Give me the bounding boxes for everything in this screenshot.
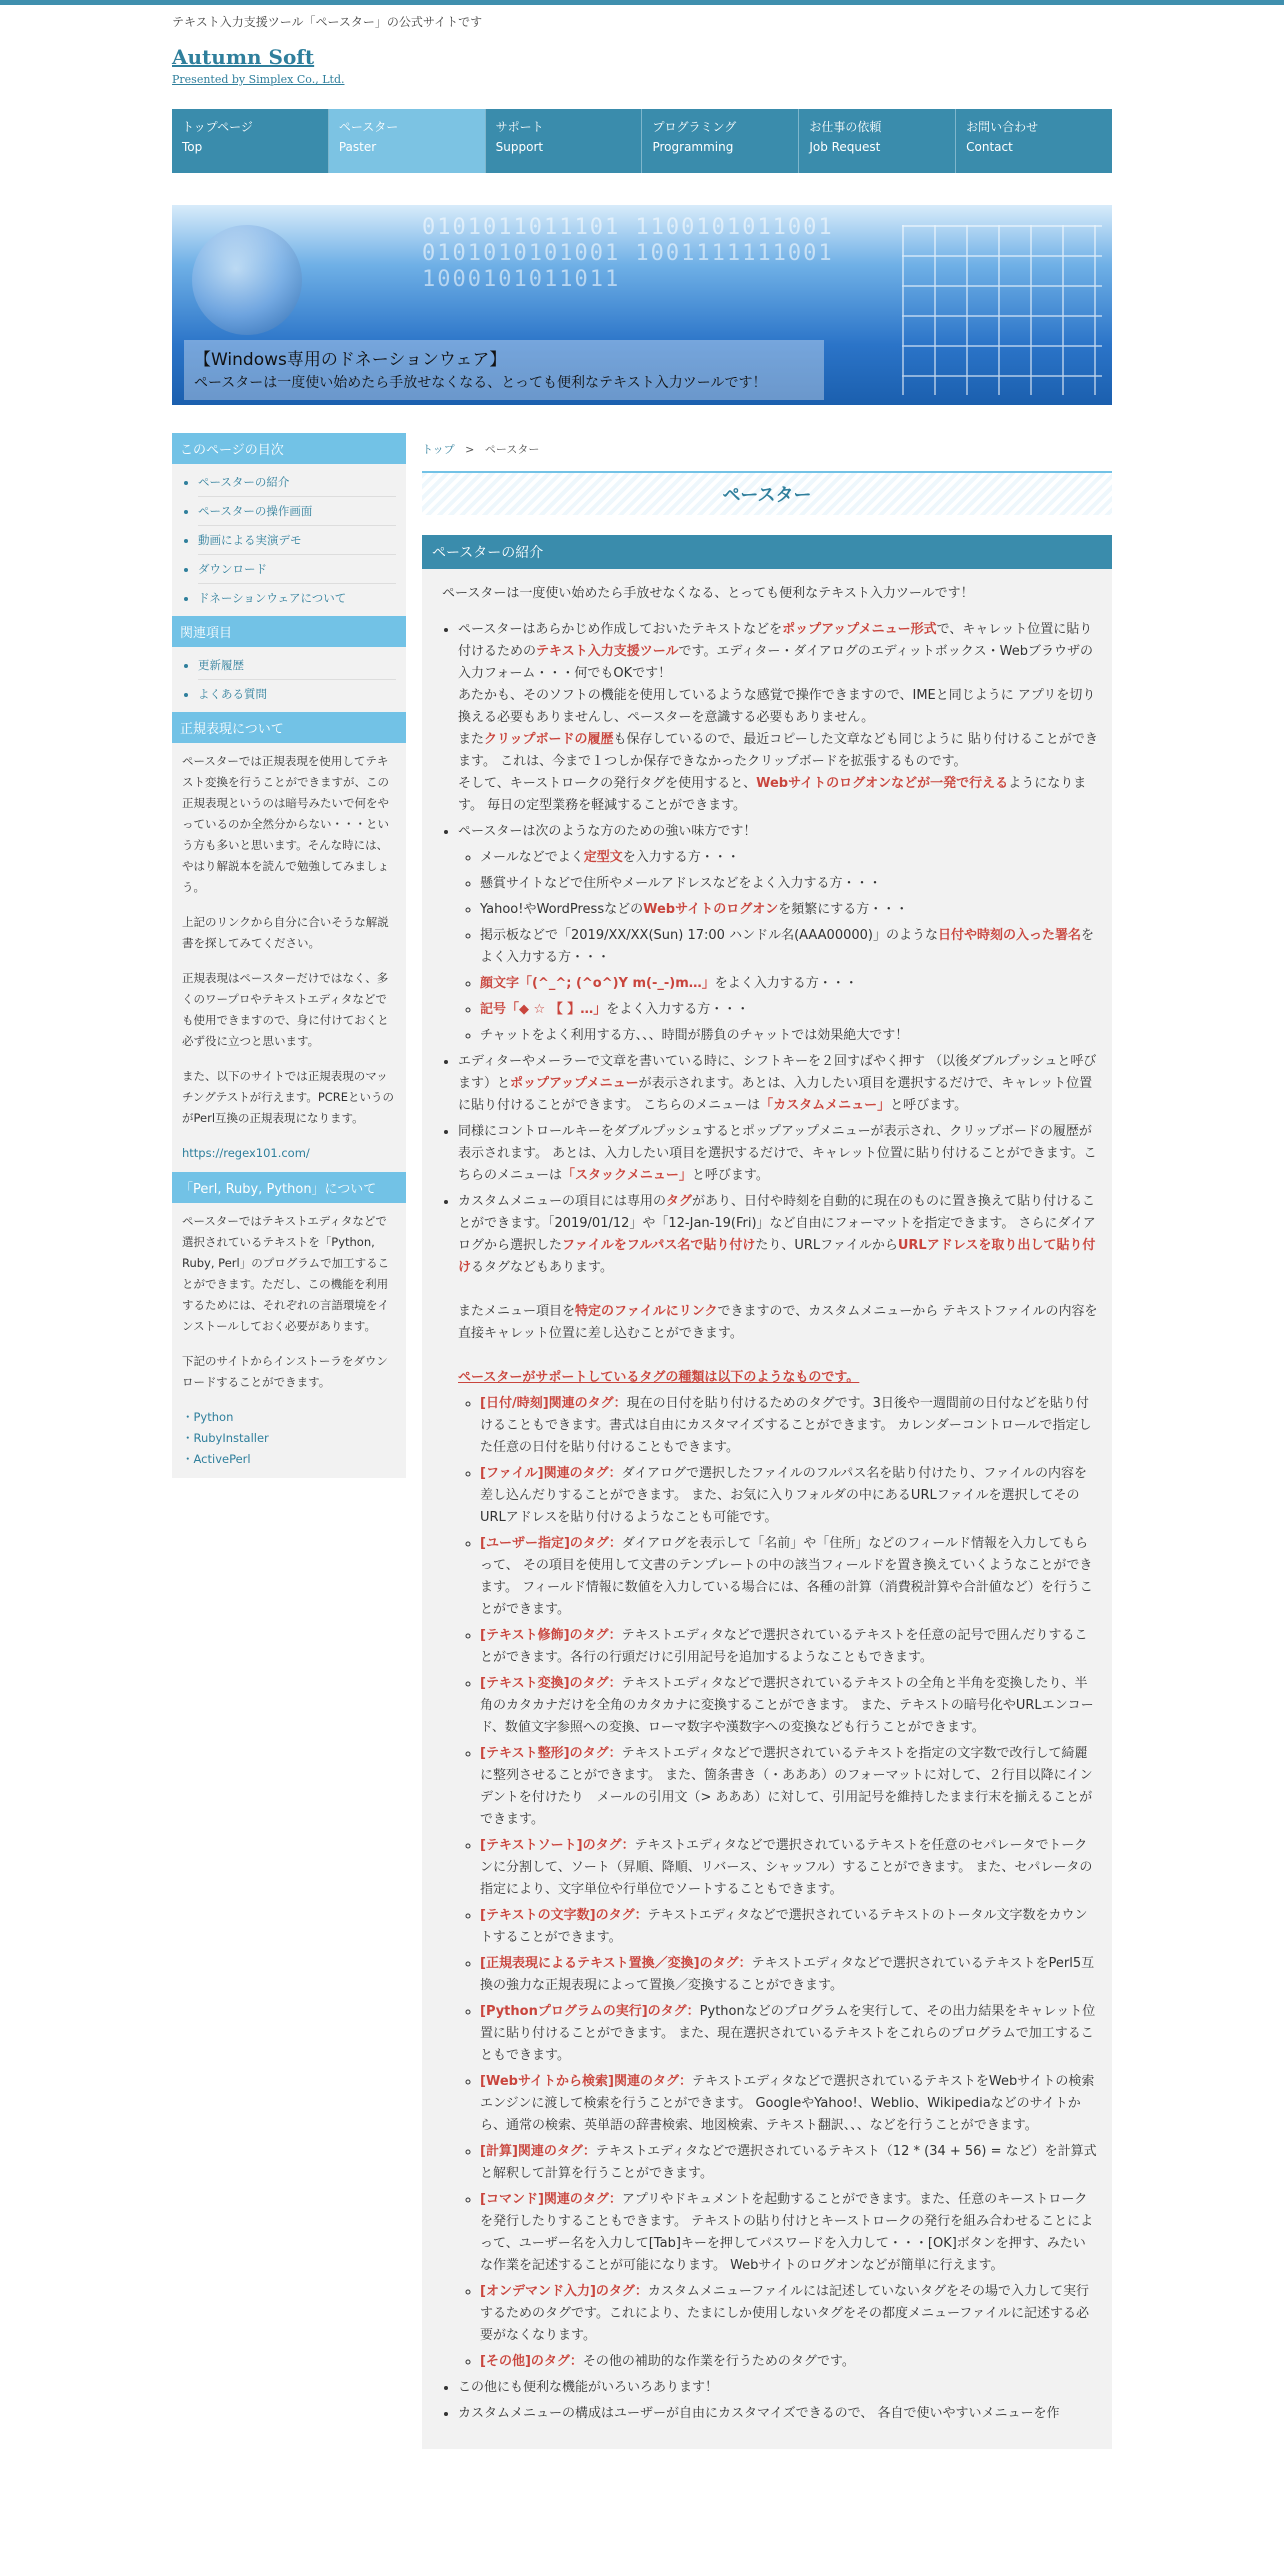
tag-description: ダイアログを表示して「名前」や「住所」などのフィールド情報を入力してもらって、 その項目を使用して文書のテンプレートの中の該当フィールドを置き換えていくようなことができます。 フィールド情報に数値を入力している場合には、各種の計算（消費税計算や合計値など）を行うことができます。 — [480, 1536, 1093, 1617]
regex-text — [172, 743, 406, 1172]
breadcrumb-top-link[interactable]: トップ — [422, 443, 455, 456]
nav-job-en: Job Request — [809, 140, 881, 154]
nav-job-request[interactable] — [799, 109, 956, 173]
tag-name: [テキスト変換]のタグ： — [480, 1676, 622, 1691]
text: をよく入力する方・・・ — [606, 1002, 750, 1017]
text: ようになります。 毎日の定型業務を軽減することができます。 — [458, 776, 1087, 813]
page-title: ペースター — [422, 471, 1112, 515]
list-item — [458, 1191, 1098, 2373]
tag-item — [480, 1393, 1098, 1459]
page-wrapper — [172, 5, 1112, 2421]
breadcrumb-separator: > — [465, 443, 475, 456]
presented-by-link[interactable]: Presented by Simplex Co., Ltd. — [172, 73, 345, 86]
tag-description: テキストエディタなどで選択されているテキストを任意のセパレータでトークンに分割して、ソート（昇順、降順、リバース、シャッフル）することができます。 また、セパレータの指定により、文字単位や行単位でソートすることもできます。 — [480, 1838, 1093, 1897]
highlight: ファイルをフルパス名で貼り付け — [562, 1238, 756, 1253]
sidebar — [172, 433, 406, 1478]
nav-top[interactable] — [172, 109, 329, 173]
text: 同様にコントロールキーをダブルプッシュするとポップアップメニューが表示され、クリップボードの履歴が表示されます。 あとは、入力したい項目を選択するだけで、キャレット位置に貼り付けることができます。こちらのメニューは — [458, 1124, 1097, 1183]
highlight: 顔文字「(^_^; (^o^)Y m(-_-)m…」 — [480, 976, 715, 991]
text: Yahoo!やWordPressなどの — [480, 902, 644, 917]
highlight: タグ — [666, 1194, 693, 1209]
tag-item — [480, 2071, 1098, 2137]
text: も保存しているので、最近コピーした文章なども同じように 貼り付けることができます。 これは、今まで１つしか保存できなかったクリップボードを拡張するものです。 — [458, 732, 1098, 769]
toc-item[interactable]: • ペースターの紹介 — [198, 468, 396, 497]
text: できますので、カスタムメニューから テキストファイルの内容を直接キャレット位置に差し込むことができます。 — [458, 1304, 1098, 1341]
tag-list — [458, 1393, 1098, 2373]
tag-description: 現在の日付を貼り付けるためのタグです。3日後や一週間前の日付などを貼り付けることもできます。書式は自由にカスタマイズすることができます。 カレンダーコントロールで指定した任意の日付を貼り付けることもできます。 — [480, 1396, 1092, 1455]
highlight: テキスト入力支援ツール — [536, 644, 679, 659]
text: メールなどでよく — [480, 850, 584, 865]
tag-description: アプリやドキュメントを起動することができます。また、任意のキーストロークを発行したりすることもできます。 テキストの貼り付けとキーストロークの発行を組み合わせることによって、ユーザー名を入力して[Tab]キーを押してパスワードを入力して・・・[OK]ボタンを押す、みたいな作業を記述することが可能になります。 Webサイトのログオンなどが簡単に行えます。 — [480, 2192, 1094, 2273]
text: を入力する方・・・ — [622, 850, 740, 865]
nav-contact-en: Contact — [966, 140, 1013, 154]
list-item — [480, 899, 1098, 921]
tag-item — [480, 2281, 1098, 2347]
tag-name: [テキスト修飾]のタグ： — [480, 1628, 622, 1643]
highlight: Webサイトのログオン — [643, 902, 779, 917]
tag-description: テキストエディタなどで選択されているテキストの全角と半角を変換したり、半角のカタカナだけを全角のカタカナに変換することができます。 また、テキストの暗号化やURLエンコード、数値文字参照への変換、ローマ数字や漢数字への変換なども行うことができます。 — [480, 1676, 1094, 1735]
nav-support[interactable] — [486, 109, 643, 173]
highlight: 特定のファイルにリンク — [575, 1304, 718, 1319]
highlight: URLアドレスを取り出して貼り付け — [458, 1238, 1096, 1275]
nav-contact[interactable] — [956, 109, 1112, 173]
text: ペースターはあらかじめ作成しておいたテキストなどを — [458, 622, 783, 637]
highlight: ポップアップメニュー形式 — [782, 622, 937, 637]
regex-paragraph: 正規表現はペースターだけではなく、多くのワープロやテキストエディタなどでも使用できますので、身に付けておくと必ず役に立つと思います。 — [182, 971, 389, 1048]
nav-job-jp: お仕事の依頼 — [809, 120, 882, 134]
highlight: ポップアップメニュー — [510, 1076, 639, 1091]
tag-item — [480, 1463, 1098, 1529]
tag-item — [480, 1835, 1098, 1901]
perl-text — [172, 1203, 406, 1478]
feature-list — [436, 619, 1098, 2425]
tag-description: Pythonなどのプログラムを実行して、その出力結果をキャレット位置に貼り付けることができます。 また、現在選択されているテキストをこれらのプログラムで加工することもできます。 — [480, 2004, 1096, 2063]
text: カスタムメニューの項目には専用の — [458, 1194, 667, 1209]
nav-paster-en: Paster — [338, 140, 377, 154]
list-item — [480, 847, 1098, 869]
tag-name: [オンデマンド入力]のタグ： — [480, 2284, 648, 2299]
text: を頻繁にする方・・・ — [778, 902, 909, 917]
regex-paragraph: また、以下のサイトでは正規表現のマッチングテストが行えます。PCREというのがPerl互換の正規表現になります。 — [182, 1069, 395, 1125]
hero-grid-graphic — [902, 225, 1102, 395]
tags-heading: ペースターがサポートしているタグの種類は以下のようなものです。 — [458, 1370, 860, 1385]
tag-item — [480, 1673, 1098, 1739]
hero-binary-graphic: 0101011011101 1100101011001 0101010101001 1001111111001 1000101011011 — [422, 215, 834, 292]
text: そして、キーストロークの発行タグを使用すると、 — [458, 776, 757, 791]
nav-paster[interactable] — [329, 109, 486, 173]
regex101-link[interactable]: https://regex101.com/ — [182, 1146, 310, 1160]
nav-paster-jp: ペースター — [338, 120, 399, 134]
highlight: クリップボードの履歴 — [484, 732, 614, 747]
text: 掲示板などで「2019/XX/XX(Sun) 17:00 ハンドル名(AAA00000)」のような — [480, 928, 938, 943]
site-logo-link[interactable]: Autumn Soft — [172, 45, 315, 69]
highlight: Webサイトのログオンなどが一発で行える — [756, 776, 1009, 791]
hero-sphere-graphic — [192, 225, 302, 335]
rubyinstaller-link[interactable]: ・RubyInstaller — [182, 1431, 269, 1445]
tag-name: [テキストの文字数]のタグ： — [480, 1908, 648, 1923]
list-item: • この他にも便利な機能がいろいろあります！ — [458, 2377, 1098, 2399]
nav-top-jp: トップページ — [182, 120, 253, 134]
tag-item — [480, 1743, 1098, 1831]
related-list — [172, 647, 406, 712]
breadcrumb-current: ペースター — [484, 443, 540, 456]
tag-name: [ファイル]関連のタグ： — [480, 1466, 622, 1481]
list-item — [458, 619, 1098, 817]
highlight: 定型文 — [583, 850, 623, 865]
tag-description: テキストエディタなどで選択されているテキストのトータル文字数をカウントすることができます。 — [480, 1908, 1088, 1945]
tag-description: テキストエディタなどで選択されているテキストをWebサイトの検索エンジンに渡して検索を行うことができます。 GoogleやYahoo!、Weblio、Wikipediaなどのサイトから、通常の検索、英単語の辞書検索、地図検索、テキスト翻訳、、、などを行うことができます。 — [480, 2074, 1095, 2133]
regex-paragraph: ペースターでは正規表現を使用してテキスト変換を行うことができますが、この正規表現というのは暗号みたいで何をやっているのか全然分からない・・・という方も多いと思います。そんな時には、やはり解説本を読んで勉強してみましょう。 — [182, 754, 389, 894]
tag-item — [480, 1625, 1098, 1669]
site-tagline: テキスト入力支援ツール「ペースター」の公式サイトです — [172, 15, 483, 29]
list-item — [480, 973, 1098, 995]
text: をよく入力する方・・・ — [480, 928, 1095, 965]
hero-title: 【Windows専用のドネーションウェア】 — [194, 350, 507, 370]
toc-item[interactable]: • ペースターの操作画面 — [198, 497, 396, 526]
tag-description: テキストエディタなどで選択されているテキストを指定の文字数で改行して綺麗に整列させることができます。 また、箇条書き（・あああ）のフォーマットに対して、２行目以降にインデントを付けたり メールの引用文（> あああ）に対して、引用記号を維持したまま行末を揃えることができます。 — [480, 1746, 1093, 1827]
related-heading: 関連項目 — [172, 616, 406, 647]
hero-subtitle: ペースターは一度使い始めたら手放せなくなる、とっても便利なテキスト入力ツールです！ — [194, 375, 767, 391]
regex-paragraph: 上記のリンクから自分に合いそうな解説書を探してみてください。 — [182, 915, 389, 950]
list-item — [480, 925, 1098, 969]
tag-item — [480, 1533, 1098, 1621]
perl-paragraph: 下記のサイトからインストーラをダウンロードすることができます。 — [182, 1354, 388, 1389]
toc-item[interactable]: • ダウンロード — [198, 555, 396, 584]
perl-paragraph: ペースターではテキストエディタなどで選択されているテキストを「Python, Ruby, Perl」のプログラムで加工することができます。ただし、この機能を利用するためには、それぞれの言語環境をインストールしておく必要があります。 — [182, 1214, 390, 1333]
tag-item — [480, 2141, 1098, 2185]
toc-list — [172, 464, 406, 616]
tag-name: [テキストソート]のタグ： — [480, 1838, 635, 1853]
list-item: ◦ 懸賞サイトなどで住所やメールアドレスなどをよく入力する方・・・ — [480, 873, 1098, 895]
nav-contact-jp: お問い合わせ — [966, 120, 1039, 134]
related-item[interactable]: • よくある質問 — [198, 680, 396, 708]
tag-item — [480, 1905, 1098, 1949]
tag-description: テキストエディタなどで選択されているテキストをPerl5互換の強力な正規表現によって置換／変換することができます。 — [480, 1956, 1095, 1993]
tag-name: [ユーザー指定]のタグ： — [480, 1536, 622, 1551]
tag-name: [計算]関連のタグ： — [480, 2144, 596, 2159]
tag-description: テキストエディタなどで選択されているテキスト（12 * (34 + 56) = など）を計算式と解釈して計算を行うことができます。 — [480, 2144, 1097, 2181]
tag-name: [Pythonプログラムの実行]のタグ： — [480, 2004, 700, 2019]
text: です。エディター・ダイアログのエディットボックス・Webブラウザの入力フォーム・・・何でもOKです！ — [458, 644, 1093, 681]
list-item: • カスタムメニューの構成はユーザーが自由にカスタマイズできるので、 各自で使いやすいメニューを作 — [458, 2403, 1098, 2425]
nav-programming-jp: プログラミング — [652, 120, 737, 134]
python-link[interactable]: ・Python — [182, 1410, 234, 1424]
hero-banner — [172, 205, 1112, 405]
text: るタグなどもあります。 — [471, 1260, 613, 1275]
activeperl-link[interactable]: ・ActivePerl — [182, 1452, 251, 1466]
list-item — [480, 999, 1098, 1021]
highlight: 記号「◆ ☆ 【 】…」 — [480, 1002, 607, 1017]
section-body — [422, 569, 1112, 2449]
main-content — [422, 433, 1112, 2449]
section-heading: ペースターの紹介 — [422, 535, 1112, 569]
text: またメニュー項目を — [458, 1304, 576, 1319]
tag-description: テキストエディタなどで選択されているテキストを任意の記号で囲んだりすることができます。各行の行頭だけに引用記号を追加するようなこともできます。 — [480, 1628, 1088, 1665]
text: があり、日付や時刻を自動的に現在のものに置き換えて貼り付けることができます。「2019/01/12」や「12-Jan-19(Fri)」など自由にフォーマットを指定できます。 さらにダイアログから選択した — [458, 1194, 1096, 1253]
breadcrumb — [422, 433, 1112, 465]
nav-support-jp: サポート — [495, 120, 544, 134]
tag-name: [その他]のタグ： — [480, 2354, 583, 2369]
list-item — [458, 1121, 1098, 1187]
tag-item — [480, 1953, 1098, 1997]
intro-text: ペースターは一度使い始めたら手放せなくなる、とっても便利なテキスト入力ツールです！ — [442, 586, 974, 601]
highlight: 「スタックメニュー」 — [562, 1168, 692, 1183]
toc-heading: このページの目次 — [172, 433, 406, 464]
text: が表示されます。あとは、入力したい項目を選択するだけで、キャレット位置に貼り付けることができます。 こちらのメニューは — [458, 1076, 1093, 1113]
tag-name: [日付/時刻]関連のタグ： — [480, 1396, 627, 1411]
related-item[interactable]: • 更新履歴 — [198, 651, 396, 680]
regex-heading: 正規表現について — [172, 712, 406, 743]
text: と呼びます。 — [691, 1168, 769, 1183]
toc-item[interactable]: • ドネーションウェアについて — [198, 584, 396, 612]
list-item — [458, 821, 1098, 1047]
tag-name: [正規表現によるテキスト置換／変換]のタグ： — [480, 1956, 752, 1971]
tag-description: その他の補助的な作業を行うためのタグです。 — [582, 2354, 855, 2369]
text: あたかも、そのソフトの機能を使用しているような感覚で操作できますので、IMEと同じように アプリを切り換える必要もありませんし、ペースターを意識する必要もありません。 — [458, 688, 1096, 725]
nav-programming-en: Programming — [652, 140, 734, 154]
tag-description: カスタムメニューファイルには記述していないタグをその場で入力して実行するためのタグです。これにより、たまにしか使用しないタグをその都度メニューファイルに記述する必要がなくなります。 — [480, 2284, 1090, 2343]
user-type-list — [458, 847, 1098, 1047]
toc-item[interactable]: • 動画による実演デモ — [198, 526, 396, 555]
nav-top-en: Top — [182, 140, 203, 154]
text: と呼びます。 — [890, 1098, 968, 1113]
tag-name: [コマンド]関連のタグ： — [480, 2192, 622, 2207]
text: で、キャレット位置に貼り付けるための — [458, 622, 1093, 659]
text: エディターやメーラーで文章を書いている時に、シフトキーを２回すばやく押す （以後ダブルプッシュと呼びます）と — [458, 1054, 1097, 1091]
main-nav — [172, 109, 1112, 173]
tag-item — [480, 2189, 1098, 2277]
text: たり、URLファイルから — [755, 1238, 898, 1253]
tag-description: ダイアログで選択したファイルのフルパス名を貼り付けたり、ファイルの内容を差し込んだりすることができます。 また、お気に入りフォルダの中にあるURLファイルを選択してそのURLアドレスを貼り付けるようなことも可能です。 — [480, 1466, 1088, 1525]
tag-name: [Webサイトから検索]関連のタグ： — [480, 2074, 692, 2089]
tag-item — [480, 2001, 1098, 2067]
text: をよく入力する方・・・ — [714, 976, 858, 991]
highlight: 「カスタムメニュー」 — [760, 1098, 891, 1113]
list-item — [458, 1051, 1098, 1117]
nav-support-en: Support — [495, 140, 544, 154]
text: また — [458, 732, 485, 747]
nav-programming[interactable] — [642, 109, 799, 173]
text: ペースターは次のような方のための強い味方です！ — [458, 824, 757, 839]
tag-item — [480, 2351, 1098, 2373]
list-item: ◦ チャットをよく利用する方、、、時間が勝負のチャットでは効果絶大です！ — [480, 1025, 1098, 1047]
tag-name: [テキスト整形]のタグ： — [480, 1746, 622, 1761]
perl-heading: 「Perl, Ruby, Python」について — [172, 1172, 406, 1203]
highlight: 日付や時刻の入った署名 — [937, 928, 1081, 943]
